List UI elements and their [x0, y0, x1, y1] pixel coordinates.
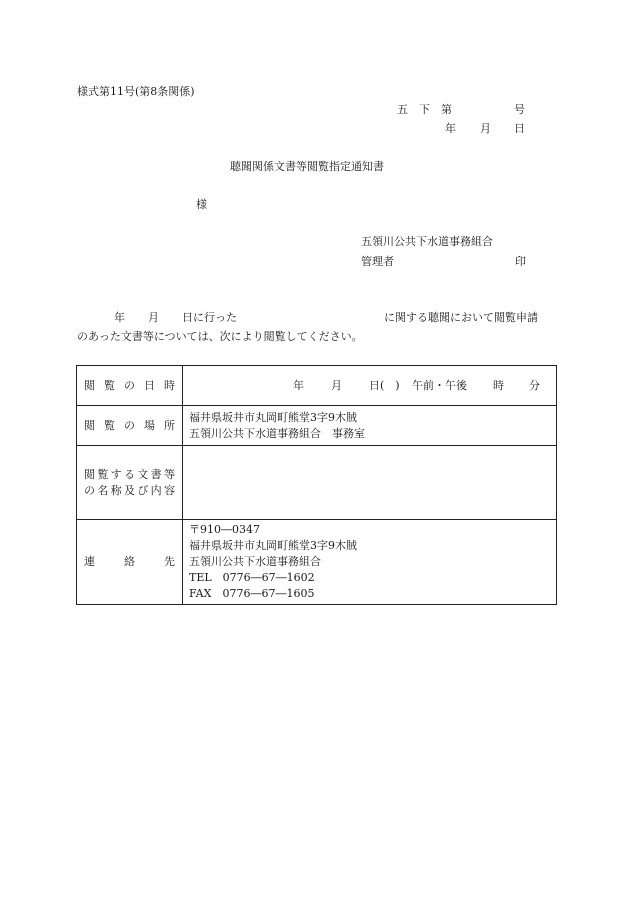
- datetime-year: 年: [293, 378, 304, 392]
- label-char: 及: [123, 483, 135, 497]
- label-char: 絡: [124, 555, 135, 568]
- contact-phone: TEL 0776―67―1602: [189, 571, 315, 584]
- label-char: の: [84, 483, 95, 497]
- document-number-prefix: 五 下 第: [397, 103, 452, 116]
- sender-title: 管理者: [361, 255, 394, 268]
- body-year-label: 年: [114, 311, 125, 324]
- datetime-day: 日( ): [369, 378, 400, 392]
- date-year-label: 年: [445, 122, 456, 135]
- label-char: す: [110, 467, 122, 481]
- date-day-label: 日: [514, 122, 525, 135]
- label-char: の: [124, 378, 135, 392]
- datetime-ampm: 午前・午後: [412, 378, 467, 392]
- datetime-month: 月: [331, 378, 342, 392]
- label-datetime: [77, 366, 183, 406]
- label-char: 閲: [84, 378, 95, 392]
- body-relating-text: に関する聴聞において閲覧申請: [384, 311, 538, 324]
- body-month-label: 月: [148, 311, 159, 324]
- table-row-place: [77, 406, 557, 446]
- label-char: 容: [163, 483, 175, 497]
- contact-fax: FAX 0776―67―1605: [189, 587, 315, 600]
- inspection-details-table: [76, 365, 557, 605]
- label-char: 内: [150, 483, 162, 497]
- table-row-datetime: [77, 366, 557, 406]
- label-place: [77, 406, 183, 446]
- sender-organization: 五領川公共下水道事務組合: [361, 235, 493, 248]
- label-char: 先: [164, 555, 175, 568]
- document-number-suffix: 号: [514, 103, 525, 116]
- contact-organization: 五領川公共下水道事務組合: [189, 555, 321, 568]
- label-documents: [77, 446, 183, 520]
- contact-postal-code: 〒910―0347: [189, 523, 260, 536]
- label-char: 時: [164, 378, 175, 392]
- date-month-label: 月: [480, 122, 491, 135]
- addressee-suffix: 様: [196, 198, 207, 211]
- label-char: 閲: [84, 418, 95, 432]
- datetime-hour: 時: [493, 378, 504, 392]
- value-datetime: [183, 366, 557, 406]
- label-char: び: [137, 483, 149, 497]
- place-address: 福井県坂井市丸岡町熊堂3字9木賊: [189, 410, 357, 424]
- label-char: 閲: [84, 467, 95, 481]
- label-char: 書: [150, 467, 162, 481]
- label-contact: [77, 520, 183, 605]
- label-char: の: [124, 418, 135, 432]
- table-row-contact: [77, 520, 557, 605]
- body-day-text: 日に行った: [182, 311, 237, 324]
- label-char: 日: [144, 378, 155, 392]
- label-char: 名: [97, 483, 109, 497]
- label-char: 所: [164, 418, 175, 432]
- label-char: 覧: [104, 378, 115, 392]
- label-char: 覧: [97, 467, 109, 481]
- document-title: 聴聞関係文書等閲覧指定通知書: [230, 160, 384, 173]
- contact-address: 福井県坂井市丸岡町熊堂3字9木賊: [189, 539, 357, 552]
- value-contact: [183, 520, 557, 605]
- label-char: 称: [110, 483, 122, 497]
- label-char: 場: [144, 418, 155, 432]
- label-char: 文: [137, 467, 149, 481]
- place-office: 五領川公共下水道事務組合 事務室: [189, 426, 365, 440]
- value-place: [183, 406, 557, 446]
- label-char: 連: [84, 555, 95, 568]
- value-documents: [183, 446, 557, 520]
- seal-mark: 印: [515, 255, 526, 268]
- body-line-2: のあった文書等については、次により閲覧してください。: [77, 330, 363, 343]
- label-char: る: [123, 467, 135, 481]
- table-row-documents: [77, 446, 557, 520]
- label-char: 覧: [104, 418, 115, 432]
- label-char: 等: [163, 467, 175, 481]
- form-number: 様式第11号(第8条関係): [77, 85, 195, 98]
- datetime-minute: 分: [529, 378, 540, 392]
